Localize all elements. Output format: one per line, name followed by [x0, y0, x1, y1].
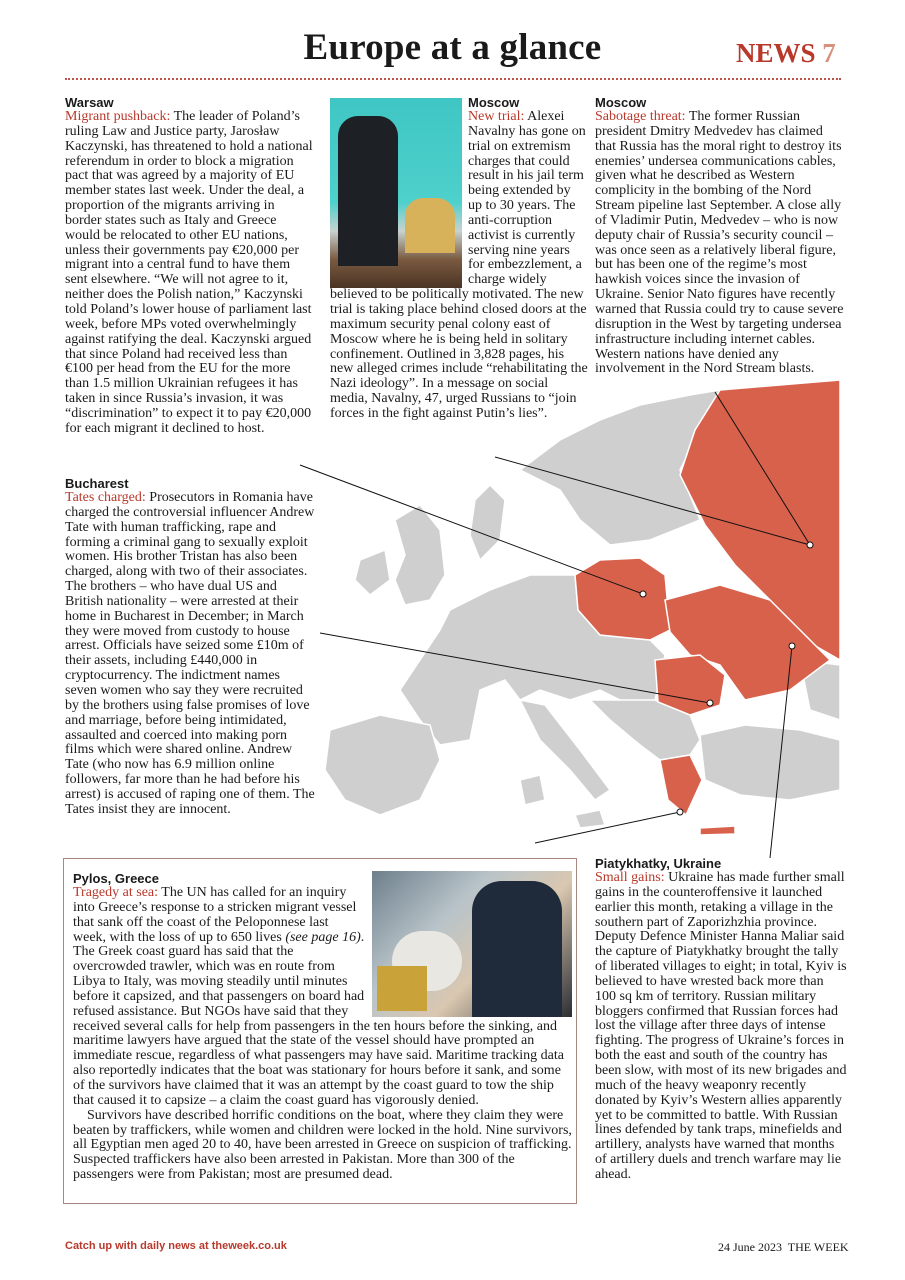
story-pylos — [73, 872, 573, 1183]
story-body: Ukraine has made further small gains in the counteroffensive it launched earlier this month, retaking a village in the southern part of Zaporizhzhia province. Deputy Defence Minister Hanna Maliar said the capture of Piatykhatky brought the tally of liberated villages to eight; in total, Kyiv is believed to have wrested back more than 100 sq km of territory. Russian military bloggers confirmed that Russian forces had lost the village after three days of intense fighting. The progress of Ukraine’s forces in both the east and south of the country has been slow, with most of its new brigades and much of the heavy weaponry recently donated by Kyiv’s Western allies apparently yet to be committed to battle. With Russian lines defended by tank traps, minefields and artillery, analysts have warned that months of artillery duels and trench warfare may lie ahead. — [595, 870, 847, 1182]
iberia — [325, 715, 440, 815]
page-number: 7 — [822, 38, 836, 68]
marker-bucharest — [707, 700, 713, 706]
footer-date: 24 June 2023 — [718, 1240, 782, 1254]
story-kicker: New trial: — [468, 109, 525, 124]
story-warsaw — [65, 96, 313, 437]
story-body: The UN has called for an inquiry into Greece’s response to a stricken migrant vessel that sank off the coast of the Peloponnese last week, with the loss of up to 650 lives — [73, 885, 357, 945]
sardinia — [520, 775, 545, 805]
story-place: Moscow — [468, 95, 520, 110]
story-place: Pylos, Greece — [73, 871, 159, 886]
greece-region — [660, 755, 702, 815]
story-place: Warsaw — [65, 95, 114, 110]
crete-region — [700, 826, 735, 835]
story-bucharest — [65, 477, 315, 818]
story-piatykhatky — [595, 857, 847, 1183]
page-title: Europe at a glance — [303, 27, 602, 68]
story-place: Piatykhatky, Ukraine — [595, 856, 722, 871]
story-moscow-sabotage — [595, 96, 847, 377]
norway-south — [470, 485, 505, 560]
story-kicker: Migrant pushback: — [65, 109, 171, 124]
footer-issue — [718, 1240, 849, 1255]
story-body-paragraph-2: Survivors have described horrific conditions on the boat, where they claim they were beaten by traffickers, while women and children were locked in the hold. Nine survivors, all Egyptian men aged 20 to 40, have been arrested in Greece on suspicion of trafficking. Suspected traffickers have also been arrested in Pakistan. More than 300 of the passengers were from Pakistan; most are presumed dead. — [73, 1107, 572, 1183]
marker-moscow — [807, 542, 813, 548]
page-reference: (see page 16) — [285, 929, 361, 945]
footer-publication: THE WEEK — [787, 1240, 849, 1254]
story-body: Prosecutors in Romania have charged the controversial influencer Andrew Tate with human trafficking, rape and forming a criminal gang to sexually exploit women. His brother Tristan has also been charged, along with two of their associates. The brothers – who have dual US and British nationality – were arrested at their home in Bucharest in December; in March they were moved from custody to house arrest. Officials have seized some £10m of their assets, including £440,000 in cryptocurrency. The indictment names seven women who say they were recruited by the brothers using false promises of love and marriage, before being intimidated, assaulted and coerced into making porn films which were shared online. Andrew Tate (who now has 6.9 million online followers, far more than he had before his arrest) is accused of raping one of them. The Tates insist they are innocent. — [65, 490, 315, 817]
story-body: The former Russian president Dmitry Medvedev has claimed that Russia has the moral right to destroy its enemies’ undersea communications cables, given what he described as Western complicity in the bombing of the Nord Stream pipeline last September. A close ally of Vladimir Putin, Medvedev – who is now deputy chair of Russia’s security council – was once seen as a relatively liberal figure, but has been one of the regime’s most hawkish voices since the invasion of Ukraine. Senior Nato figures have recently warned that Russia could try to cause severe disruption in the West by targeting undersea infrastructure including internet cables. Western nations have denied any involvement in the Nord Stream blasts. — [595, 109, 844, 377]
marker-piatykhatky — [789, 643, 795, 649]
marker-pylos — [677, 809, 683, 815]
story-body-continued: . The Greek coast guard has said that the overcrowded trawler, which was en route from Libya to Italy, was moving steadily until minutes before it capsized, and that passengers on board had refused assistance. But NGOs have said that they received several calls for help from passengers in the ten hours before the sinking, and maritime lawyers have argued that the state of the vessel should have prompted an immediate rescue, regardless of what passengers may have said. Maritime tracking data also reportedly indicates that the boat was stationary for hours before it sank, and some of the survivors have claimed that it was an attempt by the coast guard to tow the ship that caused it to capsize – a claim the coast guard has vigorously denied. — [73, 929, 564, 1108]
story-moscow-navalny — [330, 96, 588, 422]
story-kicker: Tates charged: — [65, 490, 146, 505]
story-kicker: Small gains: — [595, 870, 665, 885]
sicily — [575, 810, 605, 828]
ireland — [355, 550, 390, 595]
story-place: Bucharest — [65, 476, 129, 491]
section-name: NEWS — [736, 38, 816, 68]
great-britain — [395, 505, 445, 605]
turkey — [700, 725, 840, 800]
story-place: Moscow — [595, 95, 647, 110]
story-body: Alexei Navalny has gone on trial on extremism charges that could result in his jail term being extended by up to 30 years. The anti-corruption activist is currently serving nine years for embezzlement, a charge widely believed to be politically motivated. The new trial is taking place behind closed doors at the maximum security penal colony east of Moscow where he is being held in solitary confinement. Outlined in 3,828 pages, his new alleged crimes include “rehabilitating the Nazi ideology”. In a message on social media, Navalny, 47, urged Russians to “join forces in the fight against Putin’s lies”. — [330, 109, 588, 421]
story-body: The leader of Poland’s ruling Law and Justice party, Jarosław Kaczynski, has threatened to hold a national referendum in order to block a migration pact that was agreed by a majority of EU member states last week. Under the deal, a proportion of the migrants arriving in border states such as Italy and Greece would be relocated to other EU nations, unless their governments pay €20,000 per migrant into a central fund to have them sent elsewhere. “We will not agree to it, neither does the Polish nation,” Kaczynski told Poland’s lower house of parliament last week, before MPs voted overwhelmingly against ratifying the deal. Kaczynski argued that since Poland had received less than €100 per head from the EU for the more than 1.5 million Ukrainian refugees it has taken in since Russia’s invasion, it was “discrimination” to expect it to pay €20,000 for each migrant it declined to host. — [65, 109, 313, 436]
footer-promo-link[interactable]: Catch up with daily news at theweek.co.uk — [65, 1240, 287, 1252]
story-kicker: Tragedy at sea: — [73, 885, 159, 900]
marker-warsaw — [640, 591, 646, 597]
story-kicker: Sabotage threat: — [595, 109, 686, 124]
